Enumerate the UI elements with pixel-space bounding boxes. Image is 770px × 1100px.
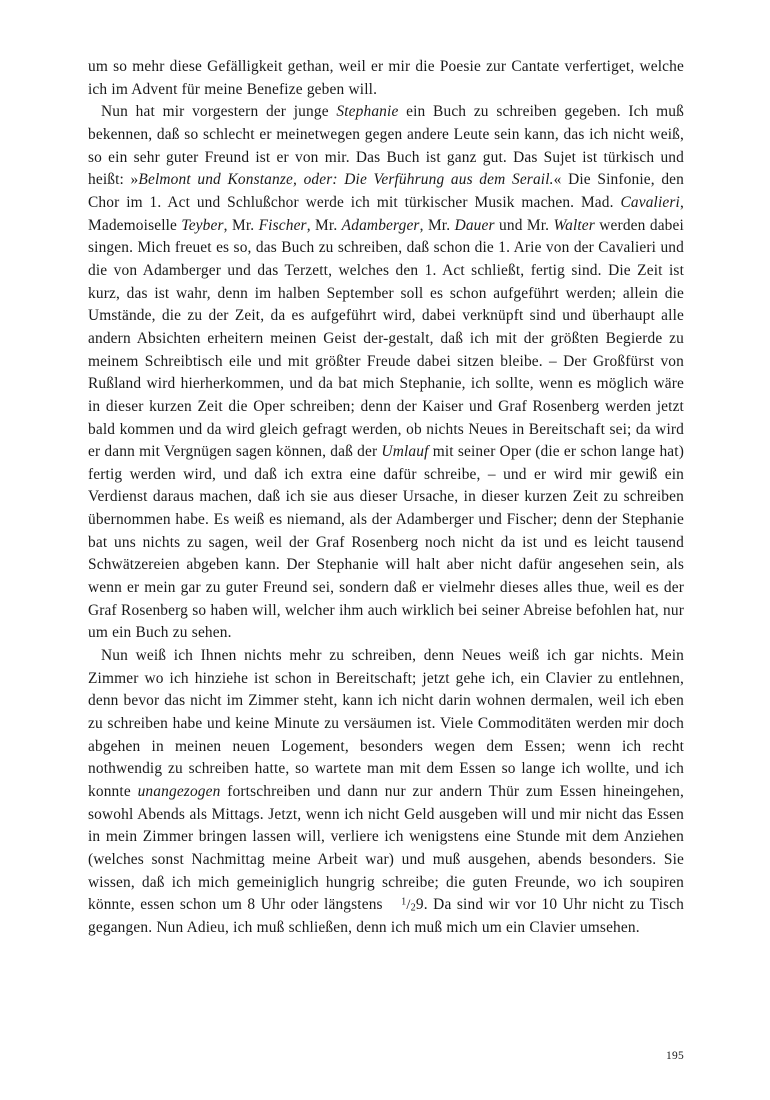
emphasis-text: Stephanie: [336, 103, 399, 121]
emphasis-text: Adamberger: [341, 216, 420, 234]
page-text-block: [88, 56, 684, 940]
fraction-one-half: [388, 894, 416, 917]
emphasis-text: Walter: [553, 216, 595, 234]
page-number: 195: [666, 1050, 684, 1062]
fraction-numerator: 1: [401, 897, 407, 909]
paragraph-3: Nun weiß ich Ihnen nichts mehr zu schreiben, denn Neues weiß ich gar nichts. Mein Zimmer wo ich hinziehe ist schon in Bereitschaft; jetzt gehe ich, ein Clavier zu entlehnen, denn bevor das nicht im Zimmer steht, kann ich nicht darin wohnen dermalen, weil ich eben zu schreiben habe und keine Minute zu versäumen ist. Viele Commoditäten werden mir doch abgehen in meinen neuen Logement, besonders wegen dem Essen; wenn ich recht nothwendig zu schreiben hatte, so wartete man mit dem Essen so lange ich wollte, und ich konnte unangezogen fortschreiben und dann nur zur andern Thür zum Essen hineingehen, sowohl Abends als Mittags. Jetzt, wenn ich nicht Geld ausgeben will und mir nicht das Essen in mein Zimmer bringen lassen will, verliere ich wenigstens eine Stunde mit dem Anziehen (welches sonst Nachmittag meine Arbeit war) und muß ausgehen, abends besonders. Sie wissen, daß ich mich gemeiniglich hungrig schreibe; die guten Freunde, wo ich soupiren könnte, essen schon um 8 Uhr oder längstens $^1$/29. Da sind wir vor 10 Uhr nicht zu Tisch gegangen. Nun Adieu, ich muß schließen, denn ich muß mich um ein Clavier umsehen.: [88, 647, 685, 936]
paragraph-1: um so mehr diese Gefälligkeit gethan, weil er mir die Poesie zur Cantate verfertiget, welche ich im Advent für meine Benefize geben will.: [88, 58, 684, 98]
emphasis-text: Cavalieri: [620, 193, 680, 211]
fraction-denominator: 2: [410, 902, 416, 914]
emphasis-text: unangezogen: [137, 783, 221, 800]
fraction-slash: /: [406, 897, 411, 914]
emphasis-text: Umlauf: [381, 443, 429, 461]
emphasis-text: Dauer: [454, 216, 495, 234]
emphasis-text: Belmont und Konstanze, oder: Die Verführung aus dem Serail.: [138, 171, 554, 189]
paragraph-2: Nun hat mir vorgestern der junge Stephanie ein Buch zu schreiben gegeben. Ich muß bekennen, daß so schlecht er meinetwegen gegen andere Leute sein kann, das ich nicht weiß, so ein sehr guter Freund ist er von mir. Das Buch ist ganz gut. Das Sujet ist türkisch und heißt: »Belmont und Konstanze, oder: Die Verführung aus dem Serail.« Die Sinfonie, den Chor im 1. Act und Schlußchor werde ich mit türkischer Musik machen. Mad. Cavalieri, Mademoiselle Teyber, Mr. Fischer, Mr. Adamberger, Mr. Dauer und Mr. Walter werden dabei singen. Mich freuet es so, das Buch zu schreiben, daß schon die 1. Arie von der Cavalieri und die von Adamberger und das Terzett, welches den 1. Act schließt, fertig sind. Die Zeit ist kurz, das ist wahr, denn im halben September soll es schon aufgeführt werden; allein die Umstände, die zu der Zeit, da es aufgeführt wird, dabei verknüpft sind und überhaupt alle andern Absichten erheitern meinen Geist der-gestalt, daß ich mit der größten Begierde zu meinem Schreibtisch eile und mit größter Freude dabei sitzen bleibe. – Der Großfürst von Rußland wird hierherkommen, und da bat mich Stephanie, ich sollte, wenn es möglich wäre in dieser kurzen Zeit die Oper schreiben; denn der Kaiser und Graf Rosenberg werden jetzt bald kommen und da wird gleich gefragt werden, ob nichts Neues in Bereitschaft sei; da wird er dann mit Vergnügen sagen können, daß der Umlauf mit seiner Oper (die er schon lange hat) fertig werden wird, und daß ich extra eine dafür schreibe, – und er wird mir gewiß ein Verdienst daraus machen, daß ich sie aus dieser Ursache, in dieser kurzen Zeit zu schreiben übernommen habe. Es weiß es niemand, als der Adamberger und Fischer; denn der Stephanie bat uns nichts zu sagen, weil der Graf Rosenberg noch nicht da ist und es leicht tausend Schwätzereien abgeben kann. Der Stephanie will halt aber nicht dafür angesehen sein, als wenn er mein gar zu guter Freund sei, sondern daß er vielmehr dieses alles thue, weil es der Graf Rosenberg so haben will, welcher ihm auch wirklich bei seiner Abreise befohlen hat, nur um ein Buch zu sehen.: [88, 103, 685, 642]
emphasis-text: Fischer: [258, 216, 307, 234]
emphasis-text: Teyber: [181, 216, 224, 234]
